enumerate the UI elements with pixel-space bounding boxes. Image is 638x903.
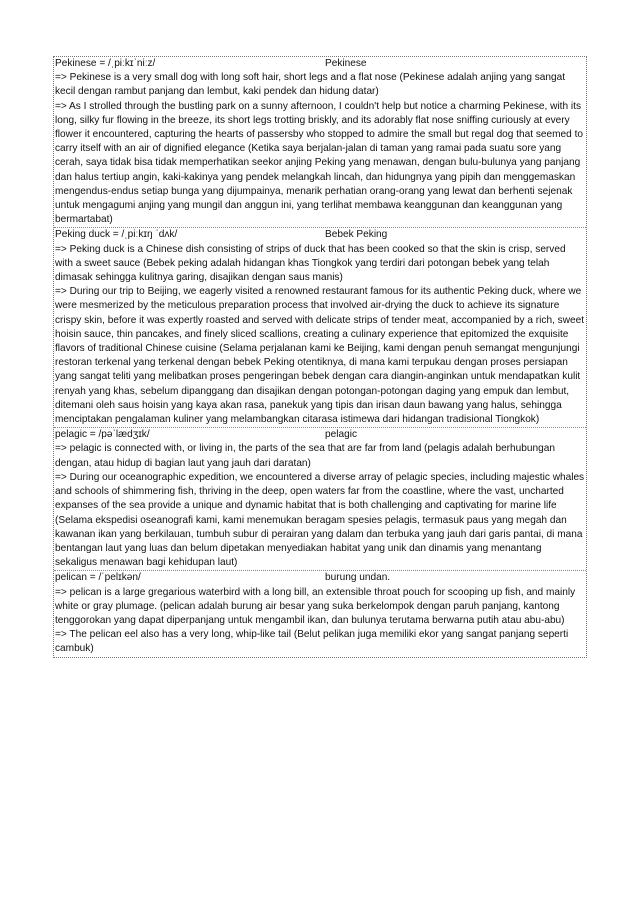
definition-line: => pelagic is connected with, or living in, the parts of the sea that are far from land (pelagis adalah berhubungan dengan, atau hidup di bagian laut yang jauh dari daratan): [55, 443, 555, 469]
definition-line: => Peking duck is a Chinese dish consisting of strips of duck that has been cooked so that the skin is crisp, served with a sweet sauce (Bebek peking adalah hidangan khas Tiongkok yang terdiri dari potongan bebek yang telah dimasak sehingga kulitnya garing, disajikan dengan saus manis): [55, 243, 566, 284]
glossary-entry: [54, 57, 586, 228]
example-line: => During our trip to Beijing, we eagerly visited a renowned restaurant famous for its authentic Peking duck, where we were mesmerized by the meticulous preparation process that involved air-drying the duck to achieve its signature crispy skin, before it was expertly roasted and served with delicate strips of tender meat, accompanied by a rich, sweet hoisin sauce, thin pancakes, and finely sliced scallions, creating a culinary experience that epitomized the exquisite flavors of traditional Chinese cuisine (Selama perjalanan kami ke Beijing, kami dengan penuh semangat mengunjungi restoran terkenal yang terkenal dengan bebek Peking otentiknya, di mana kami terpukau dengan proses persiapan yang sangat teliti yang melibatkan proses pengeringan bebek dengan cara diangin-anginkan untuk mendapatkan kulit renyah yang khas, sebelum dipanggang dan disajikan dengan potongan-potongan daging yang empuk dan lembut, ditemani oleh saus hoisin yang kaya akan rasa, panekuk yang tipis dan irisan daun bawang yang halus, sehingga menciptakan pengalaman kuliner yang melambangkan citarasa istimewa dari hidangan tradisional Tiongkok): [55, 286, 585, 426]
entry-header: [55, 428, 585, 442]
entry-term: pelican = /ˈpelɪkən/: [55, 572, 141, 584]
glossary-document: [53, 56, 587, 658]
entry-term: Pekinese = /ˌpiːkɪˈniːz/: [55, 58, 156, 69]
entry-header: [55, 571, 585, 585]
entry-translation: burung undan.: [325, 572, 391, 584]
entry-translation: Bebek Peking: [325, 229, 388, 241]
example-line: => During our oceanographic expedition, we encountered a diverse array of pelagic species, including majestic whales and schools of shimmering fish, thriving in the deep, open waters far from the coastline, where the vast, uncharted expanses of the sea provide a unique and dynamic habitat that is both challenging and captivating for marine life (Selama ekspedisi oseanografi kami, kami menemukan beragam spesies pelagis, termasuk paus yang megah dan kawanan ikan yang berkilauan, tumbuh subur di perairan yang dalam dan terbuka yang jauh dari garis pantai, di mana bentangan laut yang luas dan belum dipetakan menyediakan habitat yang unik dan dinamis yang menantang sekaligus menawan bagi kehidupan laut): [55, 471, 585, 569]
glossary-entry: [54, 571, 586, 656]
entry-header: [55, 228, 585, 242]
glossary-entry: [54, 228, 586, 428]
entry-translation: Pekinese: [325, 58, 367, 69]
entry-term: pelagic = /pəˈlædʒɪk/: [55, 429, 150, 441]
entry-term: Peking duck = /ˌpiːkɪŋ ˈdʌk/: [55, 229, 178, 241]
entry-header: [55, 57, 585, 71]
definition-line: => Pekinese is a very small dog with long soft hair, short legs and a flat nose (Pekinese adalah anjing yang sangat kecil dengan rambut panjang dan lembut, kaki pendek dan hidung datar): [55, 72, 566, 98]
example-line: => The pelican eel also has a very long, whip-like tail (Belut pelikan juga memiliki ekor yang sangat panjang seperti cambuk): [55, 629, 569, 655]
glossary-entry: [54, 428, 586, 571]
definition-line: => pelican is a large gregarious waterbird with a long bill, an extensible throat pouch for scooping up fish, and mainly white or gray plumage. (pelican adalah burung air besar yang suka berkelompok dengan paruh panjang, kantong tenggorokan yang dapat diperpanjang untuk mengambil ikan, dan bulunya terutama berwarna putih atau abu-abu): [55, 586, 576, 626]
example-line: => As I strolled through the bustling park on a sunny afternoon, I couldn't help but notice a charming Pekinese, with its long, silky fur flowing in the breeze, its short legs trotting briskly, and its adorably flat nose sniffing curiously at every flower it encountered, capturing the hearts of passersby who stopped to admire the small but regal dog that seemed to carry itself with an air of dignified elegance (Ketika saya berjalan-jalan di taman yang ramai pada suatu sore yang cerah, saya tidak bisa tidak memperhatikan seekor anjing Peking yang menawan, dengan bulu-bulunya yang panjang dan halus tertiup angin, kaki-kakinya yang pendek melangkah lincah, dan hidungnya yang pipih dan menggemaskan mengendus-endus setiap bunga yang dijumpainya, menarik perhatian orang-orang yang lewat dan berhenti sejenak untuk mengagumi anjing yang mungil dan anggun ini, yang terlihat membawa keanggunan dan keanggunan yang bermartabat): [55, 100, 583, 226]
entry-translation: pelagic: [325, 429, 357, 441]
